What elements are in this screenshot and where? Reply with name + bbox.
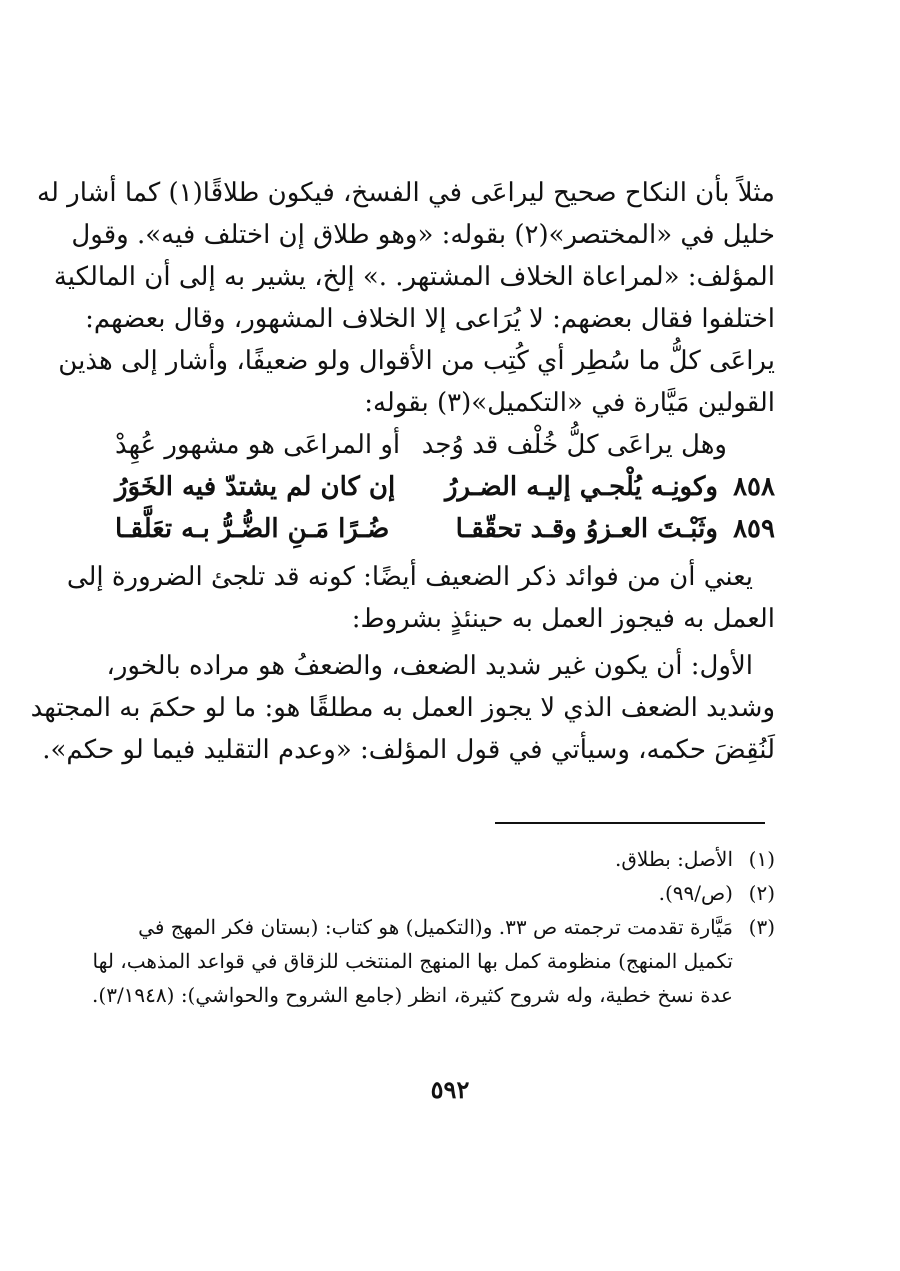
verse-line (115, 508, 775, 550)
footnote-1 (115, 842, 775, 876)
verse-hemistich-right: ٨٥٨ وكونِـه يُلْجـي إليـه الضـررُ (445, 466, 775, 508)
footnote-number: (٣) (748, 915, 775, 939)
text-line: مثلاً بأن النكاح صحيح ليراعَى في الفسخ، فيكون طلاقًا(١) كما أشار له (37, 178, 775, 208)
paragraph-2 (66, 556, 775, 640)
footnote-separator (495, 822, 765, 824)
footnote-text: (ص/٩٩). (658, 881, 733, 905)
verse-line (115, 424, 775, 466)
paragraph-1 (37, 172, 775, 424)
text-line: القولين مَيَّارة في «التكميل»(٣) بقوله: (364, 388, 775, 418)
verse-hemistich-right: وهل يراعَى كلُّ خُلْف قد وُجد (421, 430, 727, 460)
text-line: يراعَى كلُّ ما سُطِر أي كُتِب من الأقوال ولو ضعيفًا، وأشار إلى هذين (58, 346, 775, 376)
text-line: خليل في «المختصر»(٢) بقوله: «وهو طلاق إن اختلف فيه». وقول (71, 220, 775, 250)
verse-number: ٨٥٨ (733, 472, 775, 502)
footnote-2 (115, 876, 775, 910)
footnote-3 (92, 910, 775, 1012)
footnote-text: مَيَّارة تقدمت ترجمته ص ٣٣. و(التكميل) هو كتاب: (بستان فكر المهج في تكميل المنهج) منظومة كمل بها المنهج المنتخب للزقاق في قواعد المذهب، لها عدة نسخ خطية، وله شروح كثيرة، انظر (جامع الشروح والحواشي): (٣/١٩٤٨). (92, 915, 733, 1007)
text-line: المؤلف: «لمراعاة الخلاف المشتهر. .» إلخ، يشير به إلى أن المالكية (53, 262, 775, 292)
paragraph-3 (30, 645, 775, 771)
verse-block (115, 424, 775, 550)
text-line: لَنُقِضَ حكمه، وسيأتي في قول المؤلف: «وعدم التقليد فيما لو حكم». (42, 735, 775, 765)
verse-number: ٨٥٩ (733, 514, 775, 544)
page-number: ٥٩٢ (430, 1075, 470, 1104)
text-line: اختلفوا فقال بعضهم: لا يُرَاعى إلا الخلاف المشهور، وقال بعضهم: (85, 304, 775, 334)
footnotes (92, 842, 775, 1012)
verse-hemistich-left: ضُـرًا مَـنِ الضُّـرُّ بـه تعَلَّقـا (115, 514, 390, 544)
footnote-number: (١) (748, 847, 775, 871)
verse-line (115, 466, 775, 508)
verse-hemistich-left: أو المراعَى هو مشهور عُهِدْ (115, 430, 401, 460)
text-line: وشديد الضعف الذي لا يجوز العمل به مطلقًا هو: ما لو حكمَ به المجتهد (30, 693, 775, 723)
footnote-text: الأصل: بطلاق. (615, 847, 733, 871)
verse-hemistich-left: إن كان لم يشتدّ فيه الخَوَرُ (115, 472, 396, 502)
verse-hemistich-right: ٨٥٩ وثَبْـتَ العـزوُ وقـد تحقّقـا (456, 508, 775, 550)
text-line: يعني أن من فوائد ذكر الضعيف أيضًا: كونه قد تلجئ الضرورة إلى (66, 562, 753, 592)
text-line: العمل به فيجوز العمل به حينئذٍ بشروط: (351, 604, 775, 634)
footnote-number: (٢) (748, 881, 775, 905)
text-line: الأول: أن يكون غير شديد الضعف، والضعفُ هو مراده بالخور، (106, 651, 753, 681)
